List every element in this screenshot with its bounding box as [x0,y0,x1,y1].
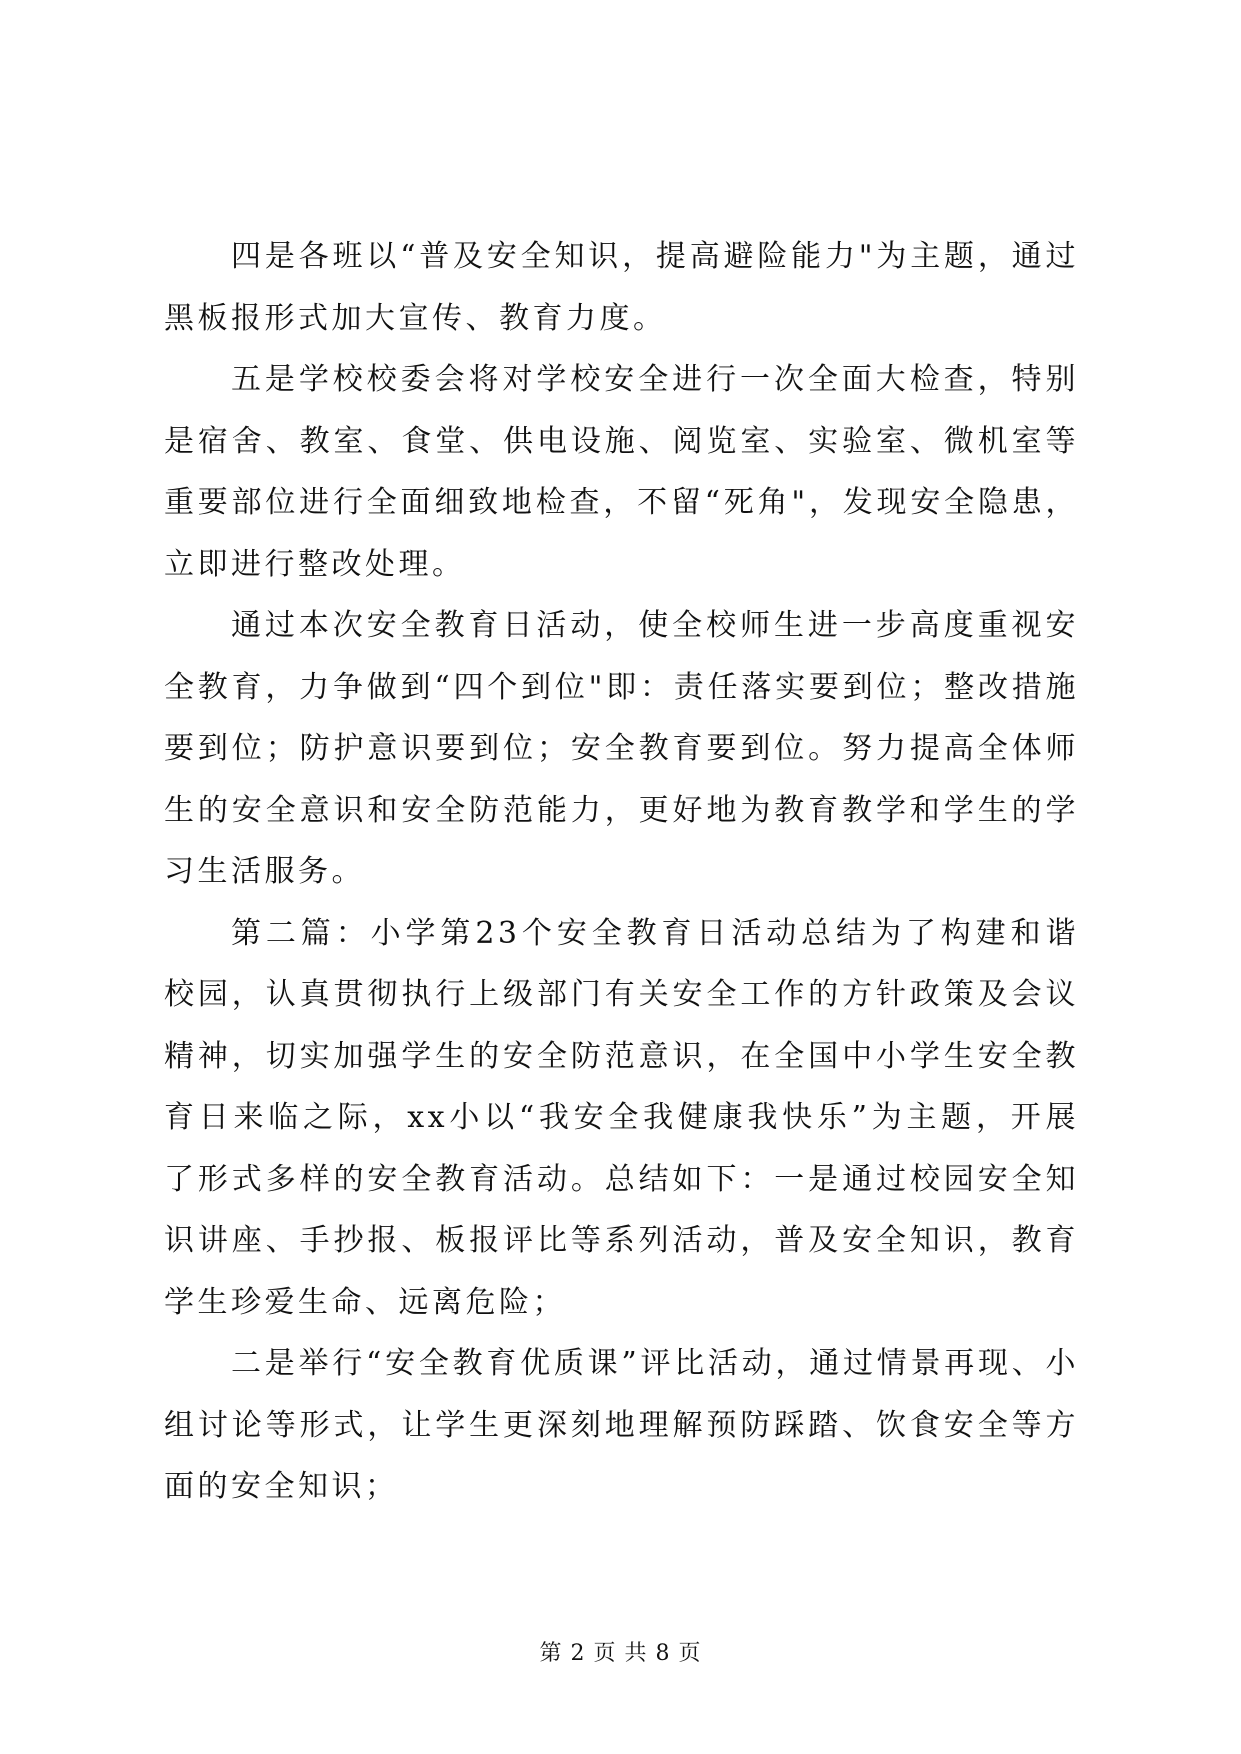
paragraph-2: 五是学校校委会将对学校安全进行一次全面大检查，特别是宿舍、教室、食堂、供电设施、阅览室、实验室、微机室等重要部位进行全面细致地检查，不留“死角"，发现安全隐患，立即进行整改处理。 [164,362,1079,582]
paragraph-3: 通过本次安全教育日活动，使全校师生进一步高度重视安全教育，力争做到“四个到位"即：责任落实要到位；整改措施要到位；防护意识要到位；安全教育要到位。努力提高全体师生的安全意识和安全防范能力，更好地为教育教学和学生的学习生活服务。 [164,608,1079,889]
paragraph-4: 第二篇：小学第23个安全教育日活动总结为了构建和谐校园，认真贯彻执行上级部门有关安全工作的方针政策及会议精神，切实加强学生的安全防范意识，在全国中小学生安全教育日来临之际，xx小以“我安全我健康我快乐”为主题，开展了形式多样的安全教育活动。总结如下：一是通过校园安全知识讲座、手抄报、板报评比等系列活动，普及安全知识，教育学生珍爱生命、远离危险； [164,915,1079,1320]
page-number-footer: 第 2 页 共 8 页 [539,1641,702,1666]
paragraph-5: 二是举行“安全教育优质课”评比活动，通过情景再现、小组讨论等形式，让学生更深刻地理解预防踩踏、饮食安全等方面的安全知识； [164,1346,1079,1504]
paragraph-1: 四是各班以“普及安全知识，提高避险能力"为主题，通过黑板报形式加大宣传、教育力度。 [164,239,1079,336]
document-body [164,226,1079,1518]
